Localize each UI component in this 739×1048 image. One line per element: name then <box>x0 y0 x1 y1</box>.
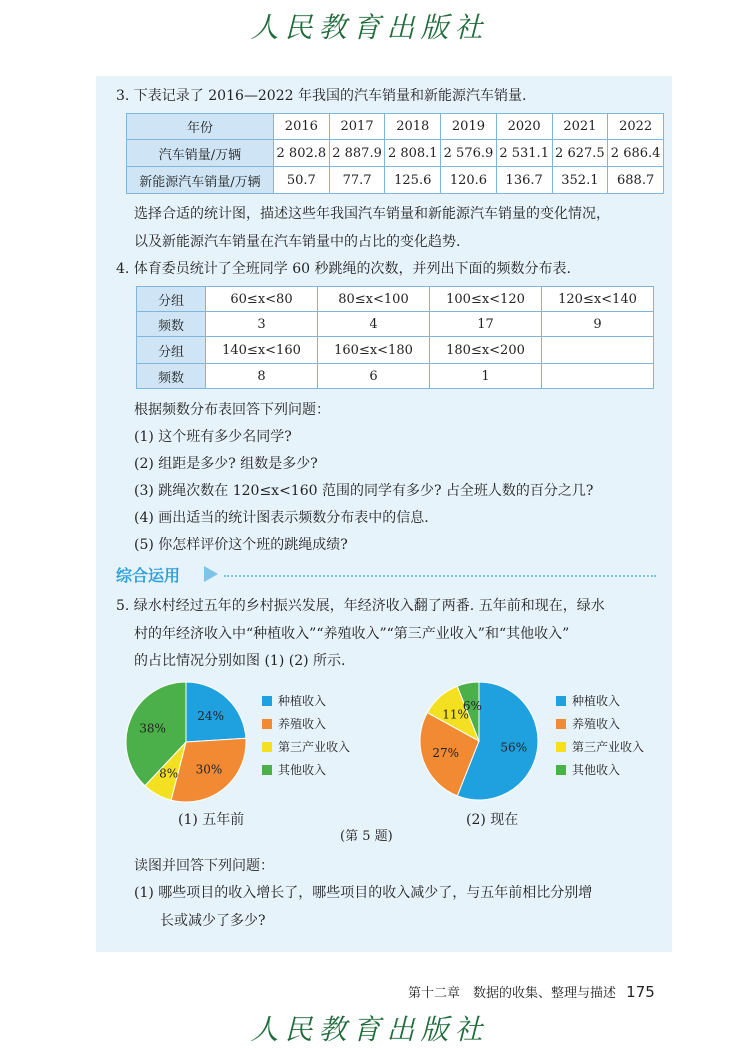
q5-sub1-line1: (1) 哪些项目的收入增长了，哪些项目的收入减少了，与五年前相比分别增 <box>134 885 593 901</box>
table-cell: 136.7 <box>496 167 552 194</box>
table-cell: 140≤x<160 <box>206 337 318 364</box>
table-cell <box>542 337 654 364</box>
pie-slice-label: 27% <box>432 745 460 760</box>
table-cell: 2021 <box>552 114 608 140</box>
table-cell: 新能源汽车销量/万辆 <box>127 167 274 194</box>
table-cell <box>542 364 654 389</box>
figure-caption: (第 5 题) <box>340 829 393 844</box>
table-row <box>137 364 654 389</box>
legend-label: 养殖收入 <box>278 717 327 731</box>
legend-swatch <box>262 719 272 729</box>
pie-before-title: (1) 五年前 <box>178 812 245 828</box>
legend-swatch <box>556 742 566 752</box>
table-row <box>127 140 664 167</box>
q4-sub-2: (2) 组距是多少? 组数是多少? <box>134 456 318 472</box>
table-cell: 3 <box>206 312 318 337</box>
table-row <box>127 114 664 140</box>
table-cell: 120.6 <box>441 167 497 194</box>
table-cell: 2019 <box>441 114 497 140</box>
legend-label: 种植收入 <box>278 694 327 708</box>
table-cell: 688.7 <box>608 167 664 194</box>
legend-swatch <box>556 696 566 706</box>
pie-slice-label: 38% <box>139 721 166 736</box>
pie-chart-now <box>414 676 544 806</box>
table-cell: 4 <box>318 312 430 337</box>
legend-swatch <box>262 696 272 706</box>
table-cell: 160≤x<180 <box>318 337 430 364</box>
q5-sub1-line2: 长或减少了多少? <box>160 913 266 929</box>
legend-swatch <box>556 719 566 729</box>
table-cell: 9 <box>542 312 654 337</box>
table-cell: 60≤x<80 <box>206 287 318 312</box>
page-footer <box>408 982 655 1001</box>
table-cell: 2016 <box>274 114 330 140</box>
table-cell: 17 <box>430 312 542 337</box>
table-cell: 2 531.1 <box>496 140 552 167</box>
table-cell: 2 808.1 <box>385 140 441 167</box>
q3-follow-line1: 选择合适的统计图，描述这些年我国汽车销量和新能源汽车销量的变化情况， <box>134 206 610 222</box>
legend-label: 第三产业收入 <box>572 740 645 754</box>
pie-now-title: (2) 现在 <box>466 812 519 828</box>
table-cell: 80≤x<100 <box>318 287 430 312</box>
legend-label: 其他收入 <box>572 763 621 777</box>
table-cell: 2 627.5 <box>552 140 608 167</box>
q5-line3: 的占比情况分别如图 (1) (2) 所示. <box>134 653 346 669</box>
table-row <box>137 287 654 312</box>
q4-sub-1: (1) 这个班有多少名同学? <box>134 429 292 445</box>
table-cell: 120≤x<140 <box>542 287 654 312</box>
q4-sub-5: (5) 你怎样评价这个班的跳绳成绩? <box>134 537 348 553</box>
table-cell: 年份 <box>127 114 274 140</box>
table-cell: 分组 <box>137 287 206 312</box>
pie-slice-label: 8% <box>159 766 179 781</box>
legend-label: 种植收入 <box>572 694 621 708</box>
q5-line1: 5. 绿水村经过五年的乡村振兴发展，年经济收入翻了两番. 五年前和现在，绿水 <box>116 598 605 614</box>
q5-intro: 读图并回答下列问题： <box>134 858 274 874</box>
q4-sub-4: (4) 画出适当的统计图表示频数分布表中的信息. <box>134 510 429 526</box>
q3-table <box>126 113 664 194</box>
q4-text: 4. 体育委员统计了全班同学 60 秒跳绳的次数，并列出下面的频数分布表. <box>116 261 571 277</box>
table-cell: 2022 <box>608 114 664 140</box>
pie-slice-label: 30% <box>195 762 223 777</box>
q4-frequency-table <box>136 286 654 389</box>
table-row <box>137 337 654 364</box>
publisher-logo-top: 人民教育出版社 <box>250 11 489 44</box>
chapter-title: 第十二章 数据的收集、整理与描述 <box>408 986 617 1001</box>
table-cell: 1 <box>430 364 542 389</box>
table-cell: 50.7 <box>274 167 330 194</box>
table-cell: 125.6 <box>385 167 441 194</box>
page-number: 175 <box>626 983 655 1001</box>
section-arrow-icon <box>204 566 218 582</box>
legend-swatch <box>262 765 272 775</box>
legend-label: 其他收入 <box>278 763 327 777</box>
table-cell: 2017 <box>329 114 385 140</box>
pie-slice-label: 6% <box>462 699 482 714</box>
legend-label: 第三产业收入 <box>278 740 351 754</box>
table-cell: 2 686.4 <box>608 140 664 167</box>
table-cell: 100≤x<120 <box>430 287 542 312</box>
q3-text: 3. 下表记录了 2016—2022 年我国的汽车销量和新能源汽车销量. <box>116 88 527 104</box>
q5-line2: 村的年经济收入中“种植收入”“养殖收入”“第三产业收入”和“其他收入” <box>134 626 570 642</box>
table-cell: 频数 <box>137 364 206 389</box>
table-cell: 8 <box>206 364 318 389</box>
table-cell: 180≤x<200 <box>430 337 542 364</box>
table-cell: 77.7 <box>329 167 385 194</box>
section-title: 综合运用 <box>116 566 181 585</box>
publisher-logo-bottom: 人民教育出版社 <box>250 1013 489 1046</box>
table-cell: 汽车销量/万辆 <box>127 140 274 167</box>
pie-slice-label: 56% <box>500 740 528 755</box>
table-cell: 2 576.9 <box>441 140 497 167</box>
legend-swatch <box>262 742 272 752</box>
table-cell: 352.1 <box>552 167 608 194</box>
pie-chart-before <box>120 676 252 808</box>
table-cell: 2 802.8 <box>274 140 330 167</box>
table-cell: 2 887.9 <box>329 140 385 167</box>
legend-label: 养殖收入 <box>572 717 621 731</box>
table-row <box>127 167 664 194</box>
section-divider <box>224 575 656 577</box>
q4-intro: 根据频数分布表回答下列问题： <box>134 402 330 418</box>
table-cell: 分组 <box>137 337 206 364</box>
table-row <box>137 312 654 337</box>
q4-sub-3: (3) 跳绳次数在 120≤x<160 范围的同学有多少? 占全班人数的百分之几? <box>134 483 594 499</box>
table-cell: 2018 <box>385 114 441 140</box>
pie-slice-label: 11% <box>442 707 469 722</box>
table-cell: 频数 <box>137 312 206 337</box>
legend-swatch <box>556 765 566 775</box>
table-cell: 6 <box>318 364 430 389</box>
table-cell: 2020 <box>496 114 552 140</box>
pie-slice-label: 24% <box>197 708 224 723</box>
q3-follow-line2: 以及新能源汽车销量在汽车销量中的占比的变化趋势. <box>134 234 461 250</box>
